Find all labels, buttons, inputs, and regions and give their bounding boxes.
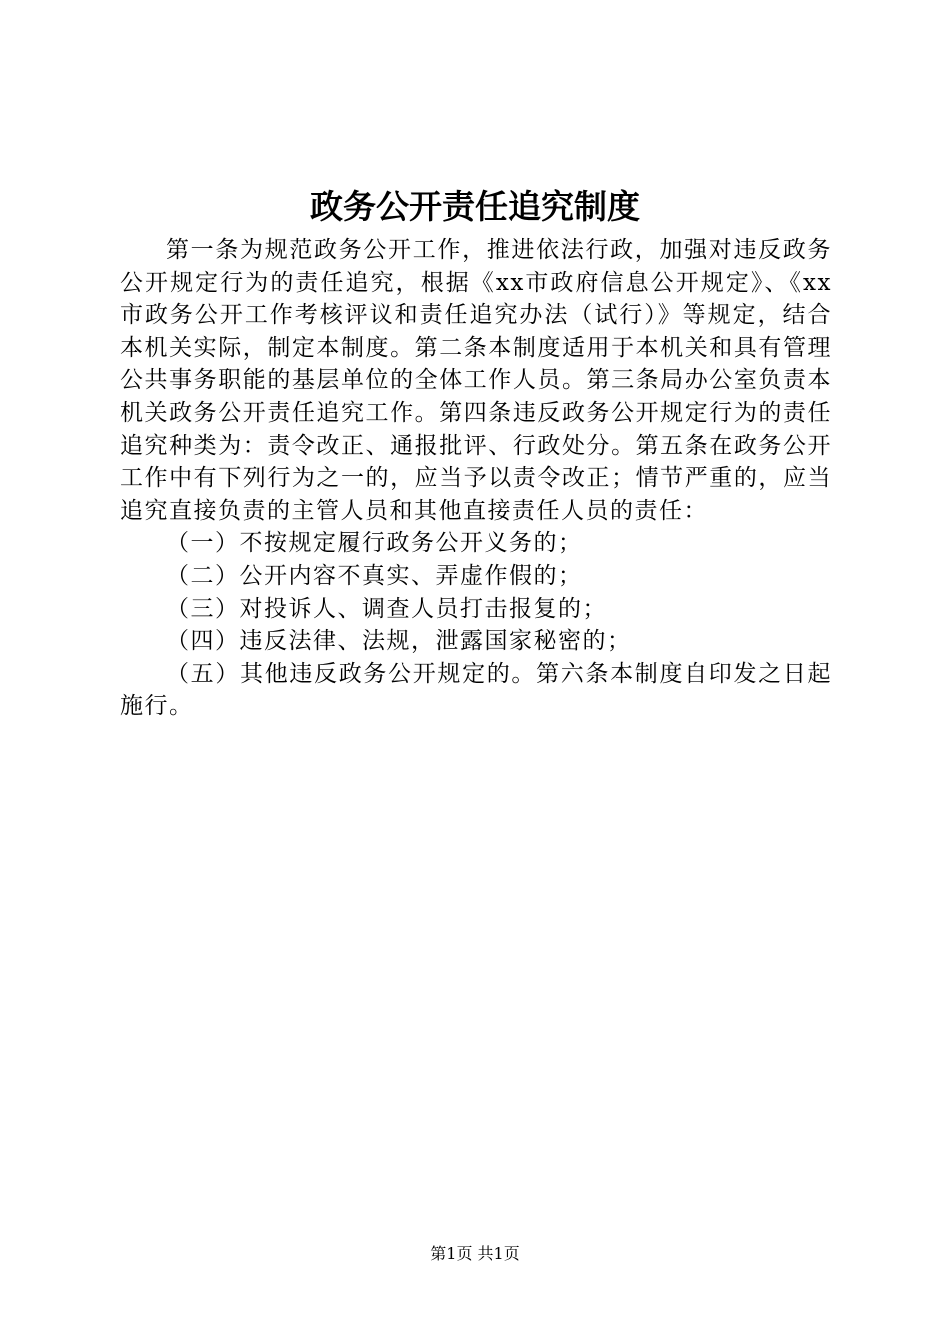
list-item-2: （二）公开内容不真实、弄虚作假的； xyxy=(166,562,583,589)
document-title: 政务公开责任追究制度 xyxy=(310,187,640,226)
document-body xyxy=(120,234,832,723)
list-item-1: （一）不按规定履行政务公开义务的； xyxy=(166,530,583,557)
paragraph-articles: 第一条为规范政务公开工作，推进依法行政，加强对违反政务公开规定行为的责任追究，根据《xx市政府信息公开规定》、《xx市政务公开工作考核评议和责任追究办法（试行）》等规定，结合本机关实际，制定本制度。第二条本制度适用于本机关和具有管理公共事务职能的基层单位的全体工作人员。第三条局办公室负责本机关政务公开责任追究工作。第四条违反政务公开规定行为的责任追究种类为：责令改正、通报批评、行政处分。第五条在政务公开工作中有下列行为之一的，应当予以责令改正；情节严重的，应当追究直接负责的主管人员和其他直接责任人员的责任： xyxy=(120,237,832,524)
list-item-3: （三）对投诉人、调查人员打击报复的； xyxy=(166,595,607,622)
list-item-5: （五）其他违反政务公开规定的。第六条本制度自印发之日起施行。 xyxy=(120,660,832,720)
list-item-4: （四）违反法律、法规，泄露国家秘密的； xyxy=(166,628,632,655)
page-number-footer: 第1页 共1页 xyxy=(430,1244,520,1263)
